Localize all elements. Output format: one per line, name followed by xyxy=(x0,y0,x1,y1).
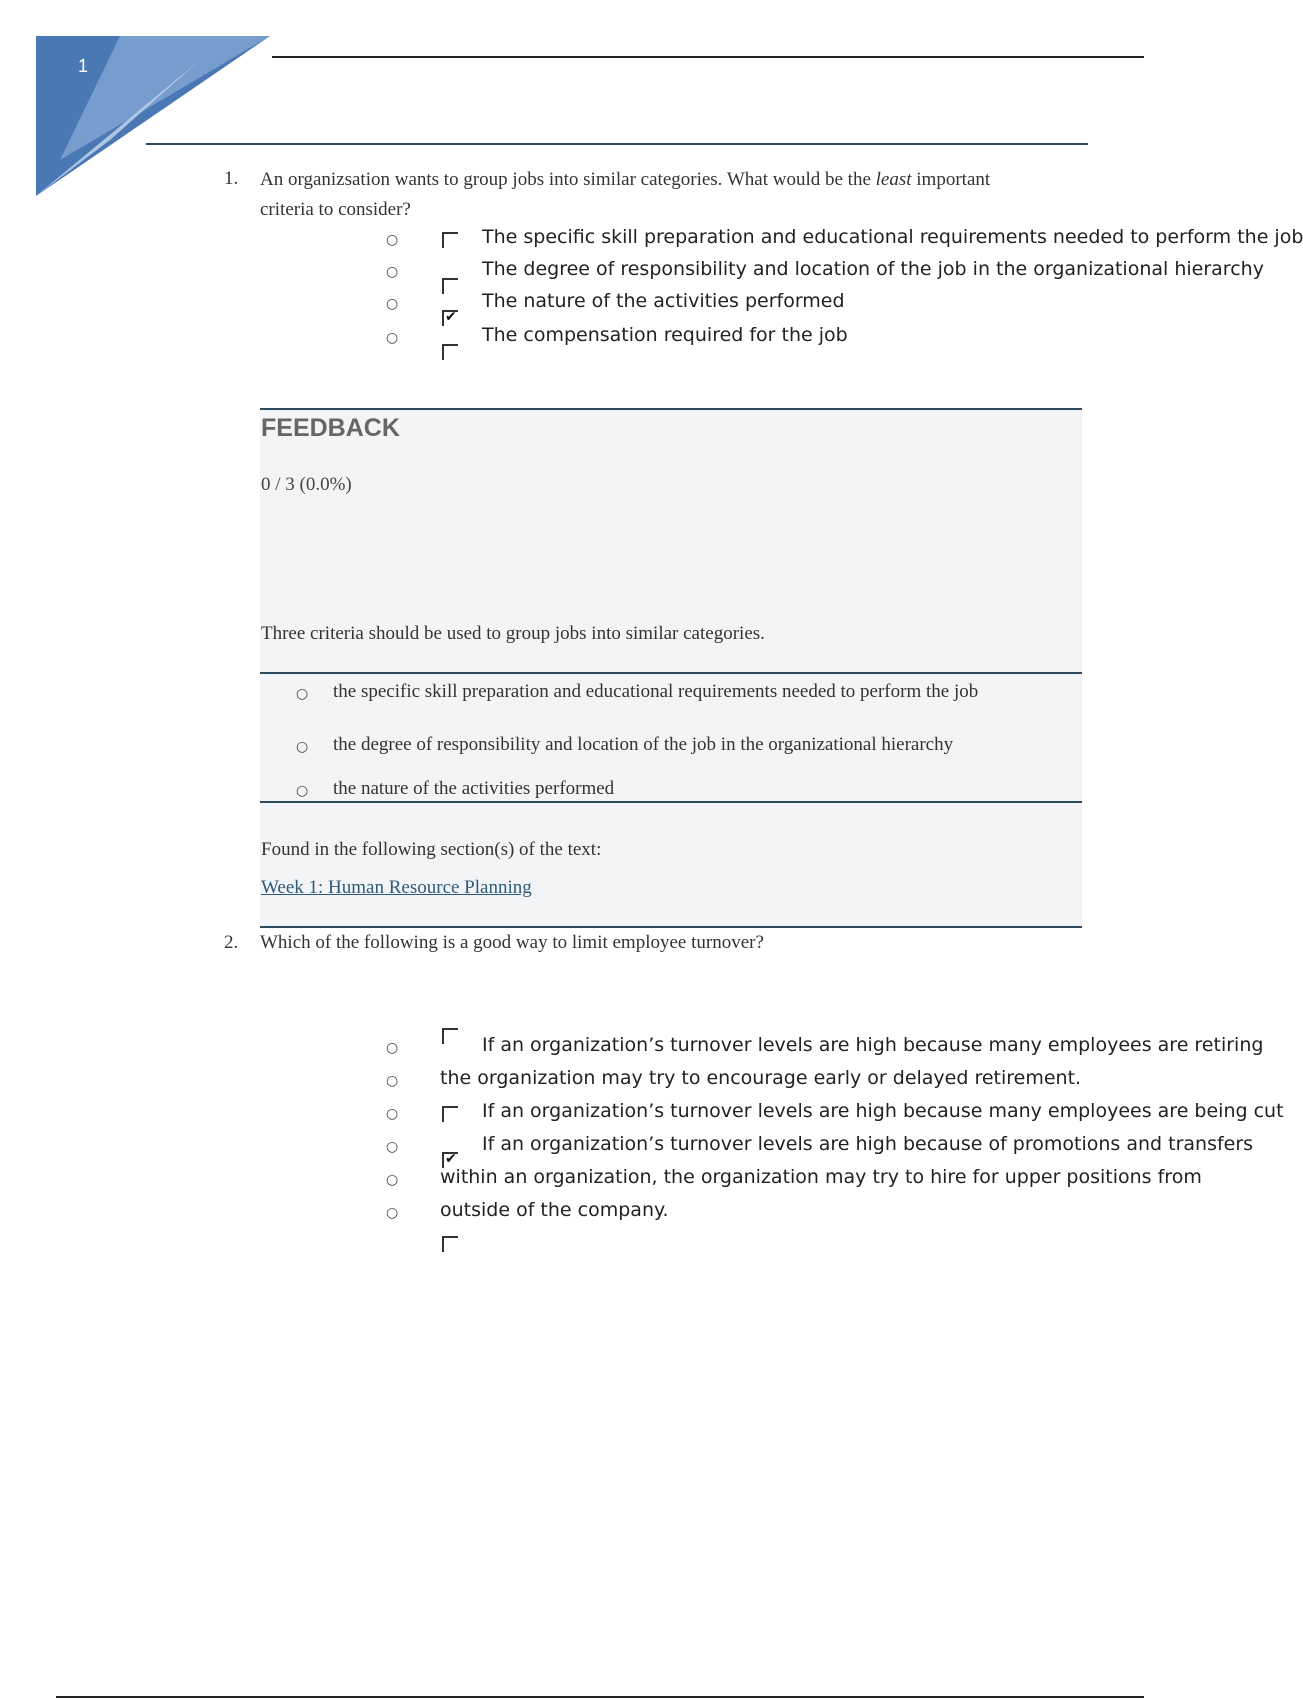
question-2-text: Which of the following is a good way to limit employee turnover? xyxy=(260,932,764,953)
q2-bullet-6: ○ xyxy=(386,1205,399,1221)
q1-option-4-checkbox[interactable] xyxy=(442,344,458,360)
feedback-score: 0 / 3 (0.0%) xyxy=(261,474,352,495)
criteria-bullet-3: ○ xyxy=(296,783,309,799)
feedback-criteria-bottom-rule xyxy=(260,801,1082,803)
q1-bullet-4: ○ xyxy=(386,330,399,346)
criteria-bullet-2: ○ xyxy=(296,739,309,755)
q2-line-3: If an organization’s turnover levels are high because many employees are being cut xyxy=(482,1100,1284,1122)
q2-line-2: the organization may try to encourage early or delayed retirement. xyxy=(440,1067,1082,1089)
q2-line-4: If an organization’s turnover levels are high because of promotions and transfers xyxy=(482,1133,1254,1155)
q2-options-text-area xyxy=(440,1034,1284,1234)
q1-option-2-label: The degree of responsibility and location of the job in the organizational hierarchy xyxy=(482,258,1264,280)
footer-rule xyxy=(56,1696,1144,1698)
question-1-text-after: important xyxy=(911,169,991,190)
criteria-item-2: the degree of responsibility and location of the job in the organizational hierarchy xyxy=(333,734,954,755)
q1-option-3-checkbox[interactable] xyxy=(442,310,458,326)
q2-option-4-checkbox[interactable] xyxy=(442,1236,458,1252)
q1-options-label-area xyxy=(482,226,1303,366)
criteria-item-3: the nature of the activities performed xyxy=(333,778,615,799)
question-1-text-line2: criteria to consider? xyxy=(260,199,411,220)
q2-bullet-2: ○ xyxy=(386,1073,399,1089)
q2-bullet-1: ○ xyxy=(386,1040,399,1056)
question-1-text xyxy=(260,165,1080,225)
question-1-number: 1. xyxy=(224,168,239,189)
question-1-text-before: An organizsation wants to group jobs into similar categories. What would be the xyxy=(260,169,876,190)
criteria-item-1: the specific skill preparation and educational requirements needed to perform the job xyxy=(333,681,979,702)
feedback-title: FEEDBACK xyxy=(261,414,400,442)
q1-option-4-label: The compensation required for the job xyxy=(482,324,848,346)
header-top-rule xyxy=(272,56,1144,58)
q1-bullet-2: ○ xyxy=(386,264,399,280)
q1-option-2-checkbox[interactable] xyxy=(442,278,458,294)
q1-option-1-checkbox[interactable] xyxy=(442,232,458,248)
q1-bullet-3: ○ xyxy=(386,296,399,312)
criteria-bullet-1: ○ xyxy=(296,686,309,702)
feedback-found-in: Found in the following section(s) of the text: xyxy=(261,839,602,860)
question-1-text-emphasis: least xyxy=(875,169,912,190)
q2-line-5: within an organization, the organization may try to hire for upper positions from xyxy=(440,1166,1202,1188)
q2-bullet-5: ○ xyxy=(386,1172,399,1188)
q1-option-1-label: The specific skill preparation and educational requirements needed to perform the job xyxy=(482,226,1303,248)
header-bottom-rule xyxy=(146,143,1088,145)
feedback-criteria-top-rule xyxy=(260,672,1082,674)
q2-bullet-4: ○ xyxy=(386,1139,399,1155)
q2-bullet-3: ○ xyxy=(386,1106,399,1122)
q1-option-3-label: The nature of the activities performed xyxy=(482,290,845,312)
feedback-intro: Three criteria should be used to group jobs into similar categories. xyxy=(261,623,765,644)
page-number: 1 xyxy=(78,56,89,76)
question-2-number: 2. xyxy=(224,932,239,953)
q1-bullet-1: ○ xyxy=(386,232,399,248)
q2-line-6: outside of the company. xyxy=(440,1199,669,1221)
q2-line-1: If an organization’s turnover levels are high because many employees are retiring xyxy=(482,1034,1264,1056)
feedback-section-link[interactable]: Week 1: Human Resource Planning xyxy=(261,877,532,898)
